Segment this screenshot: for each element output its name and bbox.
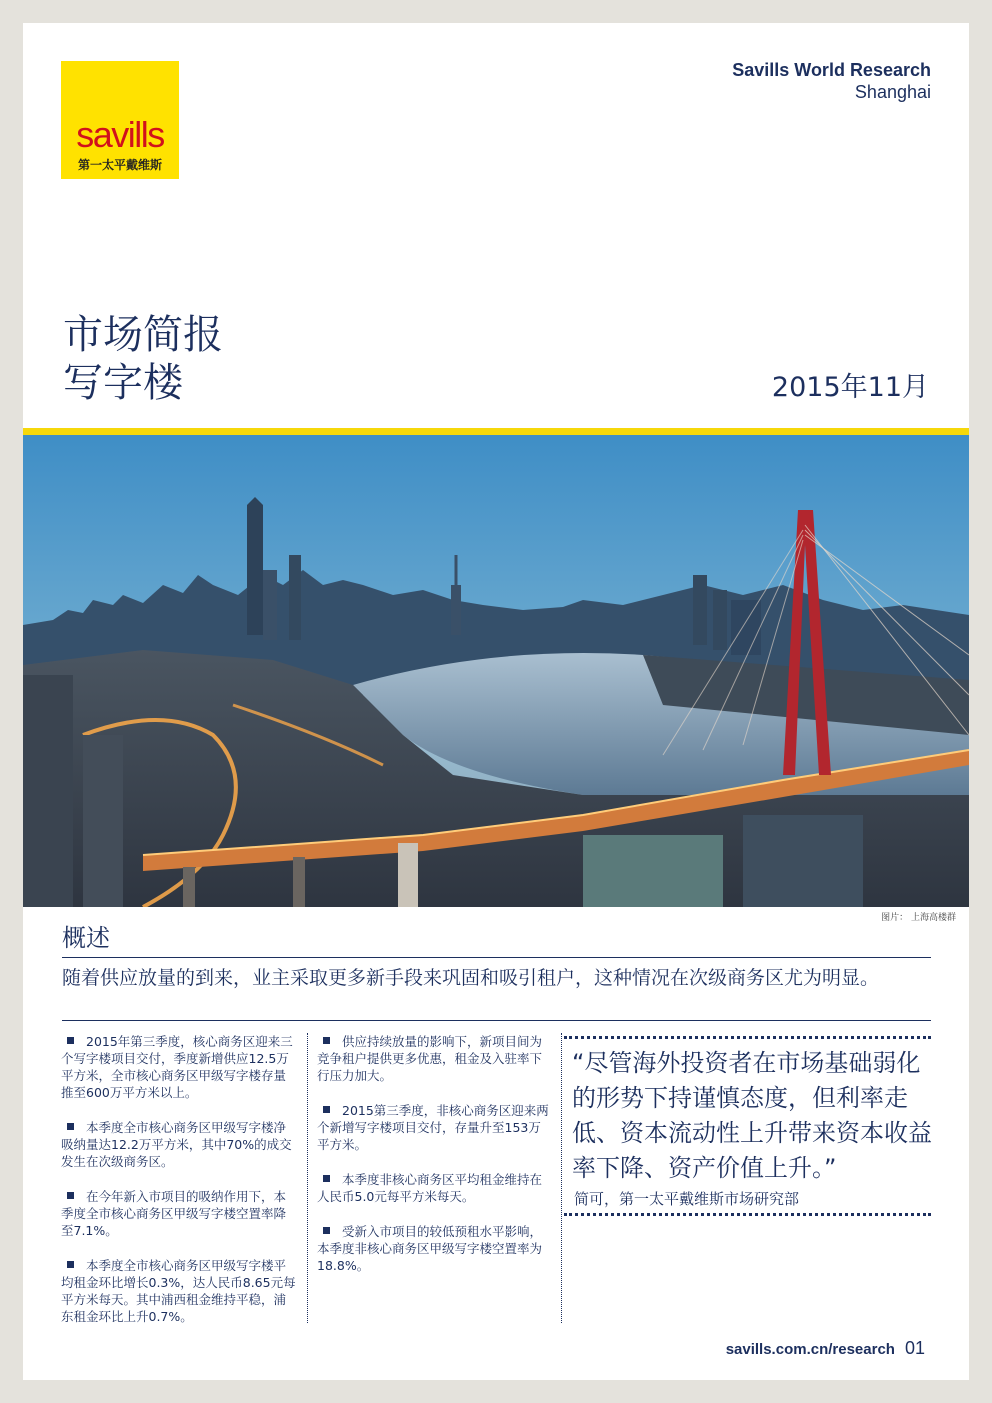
- quote-bottom-dots: [564, 1213, 931, 1216]
- accent-bar: [23, 428, 969, 435]
- photo-caption: 图片： 上海高楼群: [881, 913, 956, 923]
- logo-subtitle: 第一太平戴维斯: [77, 158, 162, 172]
- page-number: 01: [904, 1338, 925, 1358]
- pull-quote: “尽管海外投资者在市场基础弱化的形势下持谨慎态度，但利率走低、资本流动性上升带来资本收益率下降、资产价值上升。”: [572, 1049, 932, 1182]
- report-page: [23, 23, 969, 1380]
- summary-rule: [62, 1020, 931, 1021]
- column-separator: [307, 1033, 308, 1323]
- quote-top-dots: [564, 1036, 931, 1039]
- bullet-item: 在今年新入市项目的吸纳作用下，本季度全市核心商务区甲级写字楼空置率降至7.1%。: [61, 1189, 287, 1238]
- bullet-column-2: [317, 1033, 553, 1292]
- brand-header: [732, 59, 931, 103]
- bullet-column-1: [61, 1033, 297, 1343]
- brand-city: Shanghai: [854, 82, 931, 102]
- logo-wordmark: savills: [76, 114, 164, 155]
- shanghai-skyline-image: [23, 435, 969, 907]
- bullet-square-icon: [323, 1106, 330, 1113]
- bullet-square-icon: [323, 1037, 330, 1044]
- page-title: [63, 311, 223, 407]
- bullet-square-icon: [323, 1175, 330, 1182]
- bullet-item: 本季度非核心商务区平均租金维持在人民币5.0元每平方米每天。: [317, 1172, 543, 1204]
- bullet-item: 2015第三季度，非核心商务区迎来两个新增写字楼项目交付，存量升至153万平方米。: [317, 1103, 549, 1152]
- page-footer: [726, 1338, 925, 1359]
- cover-photo: [23, 435, 969, 907]
- bullet-item: 本季度全市核心商务区甲级写字楼净吸纳量达12.2万平方米，其中70%的成交发生在次级商务区。: [61, 1120, 292, 1169]
- overview-heading: 概述: [62, 924, 110, 952]
- brand-name: Savills World Research: [732, 60, 931, 80]
- research-url-link[interactable]: savills.com.cn/research: [725, 1341, 895, 1358]
- overview-summary: 随着供应放量的到来，业主采取更多新手段来巩固和吸引租户，这种情况在次级商务区尤为明显。: [62, 967, 880, 989]
- report-date: 2015年11月: [771, 372, 929, 403]
- title-line-1: 市场简报: [63, 312, 223, 358]
- bullet-square-icon: [67, 1037, 74, 1044]
- bullet-square-icon: [67, 1192, 74, 1199]
- quote-attribution: 简可，第一太平戴维斯市场研究部: [574, 1190, 800, 1208]
- bullet-square-icon: [67, 1261, 74, 1268]
- bullet-item: 供应持续放量的影响下，新项目间为竞争租户提供更多优惠，租金及入驻率下行压力加大。: [317, 1034, 543, 1083]
- bullet-item: 本季度全市核心商务区甲级写字楼平均租金环比增长0.3%，达人民币8.65元每平方米每天。其中浦西租金维持平稳，浦东租金环比上升0.7%。: [61, 1258, 296, 1324]
- title-line-2: 写字楼: [63, 360, 183, 406]
- bullet-square-icon: [323, 1227, 330, 1234]
- column-separator: [561, 1033, 562, 1323]
- bullet-square-icon: [67, 1123, 74, 1130]
- heading-rule: [62, 957, 931, 958]
- savills-logo: [61, 61, 179, 179]
- bullet-item: 2015年第三季度，核心商务区迎来三个写字楼项目交付，季度新增供应12.5万平方米，全市核心商务区甲级写字楼存量推至600万平方米以上。: [61, 1034, 293, 1100]
- bullet-item: 受新入市项目的较低预租水平影响，本季度非核心商务区甲级写字楼空置率为18.8%。: [317, 1224, 543, 1273]
